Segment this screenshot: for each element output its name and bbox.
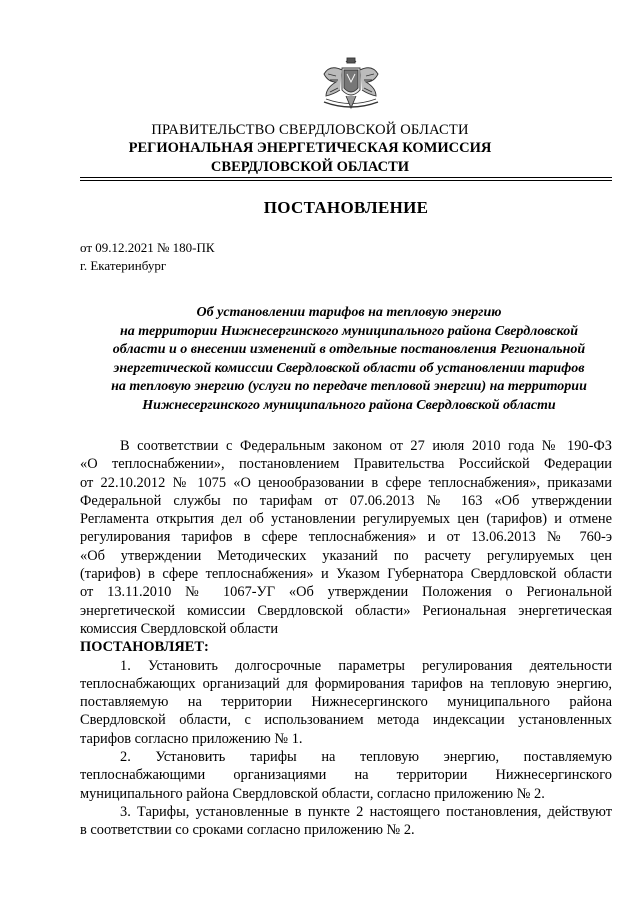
document-city: г. Екатеринбург (80, 258, 167, 273)
subject-line: на территории Нижнесергинского муниципального района Свердловской (120, 323, 578, 339)
subject-line: на тепловую энергию (услуги по передаче тепловой энергии) на территории (111, 379, 587, 395)
item3-line: в соответствии со сроками согласно приложению № 2. (80, 822, 415, 839)
preamble-line: комиссия Свердловской области (80, 620, 279, 637)
item2-line: 2. Установить тарифы на тепловую энергию, поставляемую (120, 749, 612, 766)
document-subject (84, 304, 614, 416)
item1-line: теплоснабжающих организаций для формирования тарифов на тепловую энергию, (80, 675, 612, 692)
subject-line: Нижнесергинского муниципального района Свердловской области (142, 397, 556, 413)
preamble-line: Регламента открытия дел об установлении регулируемых цен (тарифов) и отмене (80, 511, 612, 528)
header-divider-top (80, 177, 612, 178)
preamble-line: (тарифов) в сфере теплоснабжения» и Указом Губернатора Свердловской области (80, 566, 612, 583)
item1-line: тарифов согласно приложению № 1. (80, 730, 303, 747)
item2-line: теплоснабжающими организациями на территории Нижнесергинского (80, 767, 612, 784)
subject-line: энергетической комиссии Свердловской области об установлении тарифов (113, 360, 585, 376)
preamble-line: от 13.11.2010 № 1067-УГ «Об утверждении Положения о Региональной (80, 584, 612, 601)
item1-line: Свердловской области, с использованием метода индексации установленных (80, 712, 612, 729)
subject-line: Об установлении тарифов на тепловую энергию (196, 305, 502, 320)
preamble-line: «О теплоснабжении», постановлением Правительства Российской Федерации (80, 456, 612, 473)
preamble-line: регулирования тарифов в сфере теплоснабжения» и от 13.06.2013 № 760-э (80, 529, 612, 546)
coat-of-arms-emblem (316, 52, 386, 114)
commission-name-line2: СВЕРДЛОВСКОЙ ОБЛАСТИ (210, 159, 410, 175)
document-title: ПОСТАНОВЛЕНИЕ (263, 198, 429, 217)
item2-line: муниципального района Свердловской области, согласно приложению № 2. (80, 785, 545, 802)
header-divider-bottom (80, 180, 612, 181)
decree-word: ПОСТАНОВЛЯЕТ: (80, 639, 209, 656)
item1-line: 1. Установить долгосрочные параметры регулирования деятельности (120, 657, 612, 674)
item3-line: 3. Тарифы, установленные в пункте 2 настоящего постановления, действуют (120, 803, 612, 820)
preamble-line: от 22.10.2012 № 1075 «О ценообразовании в сфере теплоснабжения», приказами (80, 474, 612, 491)
preamble-line: «Об утверждении Методических указаний по расчету регулируемых цен (80, 547, 612, 564)
preamble-line: Федеральной службы по тарифам от 07.06.2013 № 163 «Об утверждении (80, 492, 612, 509)
government-name: ПРАВИТЕЛЬСТВО СВЕРДЛОВСКОЙ ОБЛАСТИ (151, 122, 469, 138)
commission-name-line1: РЕГИОНАЛЬНАЯ ЭНЕРГЕТИЧЕСКАЯ КОМИССИЯ (128, 140, 492, 156)
document-date-number: от 09.12.2021 № 180-ПК (80, 240, 215, 255)
item1-line: поставляемую на территории Нижнесергинского муниципального района (80, 694, 612, 711)
preamble-line: В соответствии с Федеральным законом от 27 июля 2010 года № 190-ФЗ (120, 438, 612, 454)
preamble-line: энергетической комиссии Свердловской области» Региональная энергетическая (80, 602, 612, 619)
subject-line: области и о внесении изменений в отдельные постановления Региональной (112, 342, 586, 358)
document-body (80, 437, 612, 840)
